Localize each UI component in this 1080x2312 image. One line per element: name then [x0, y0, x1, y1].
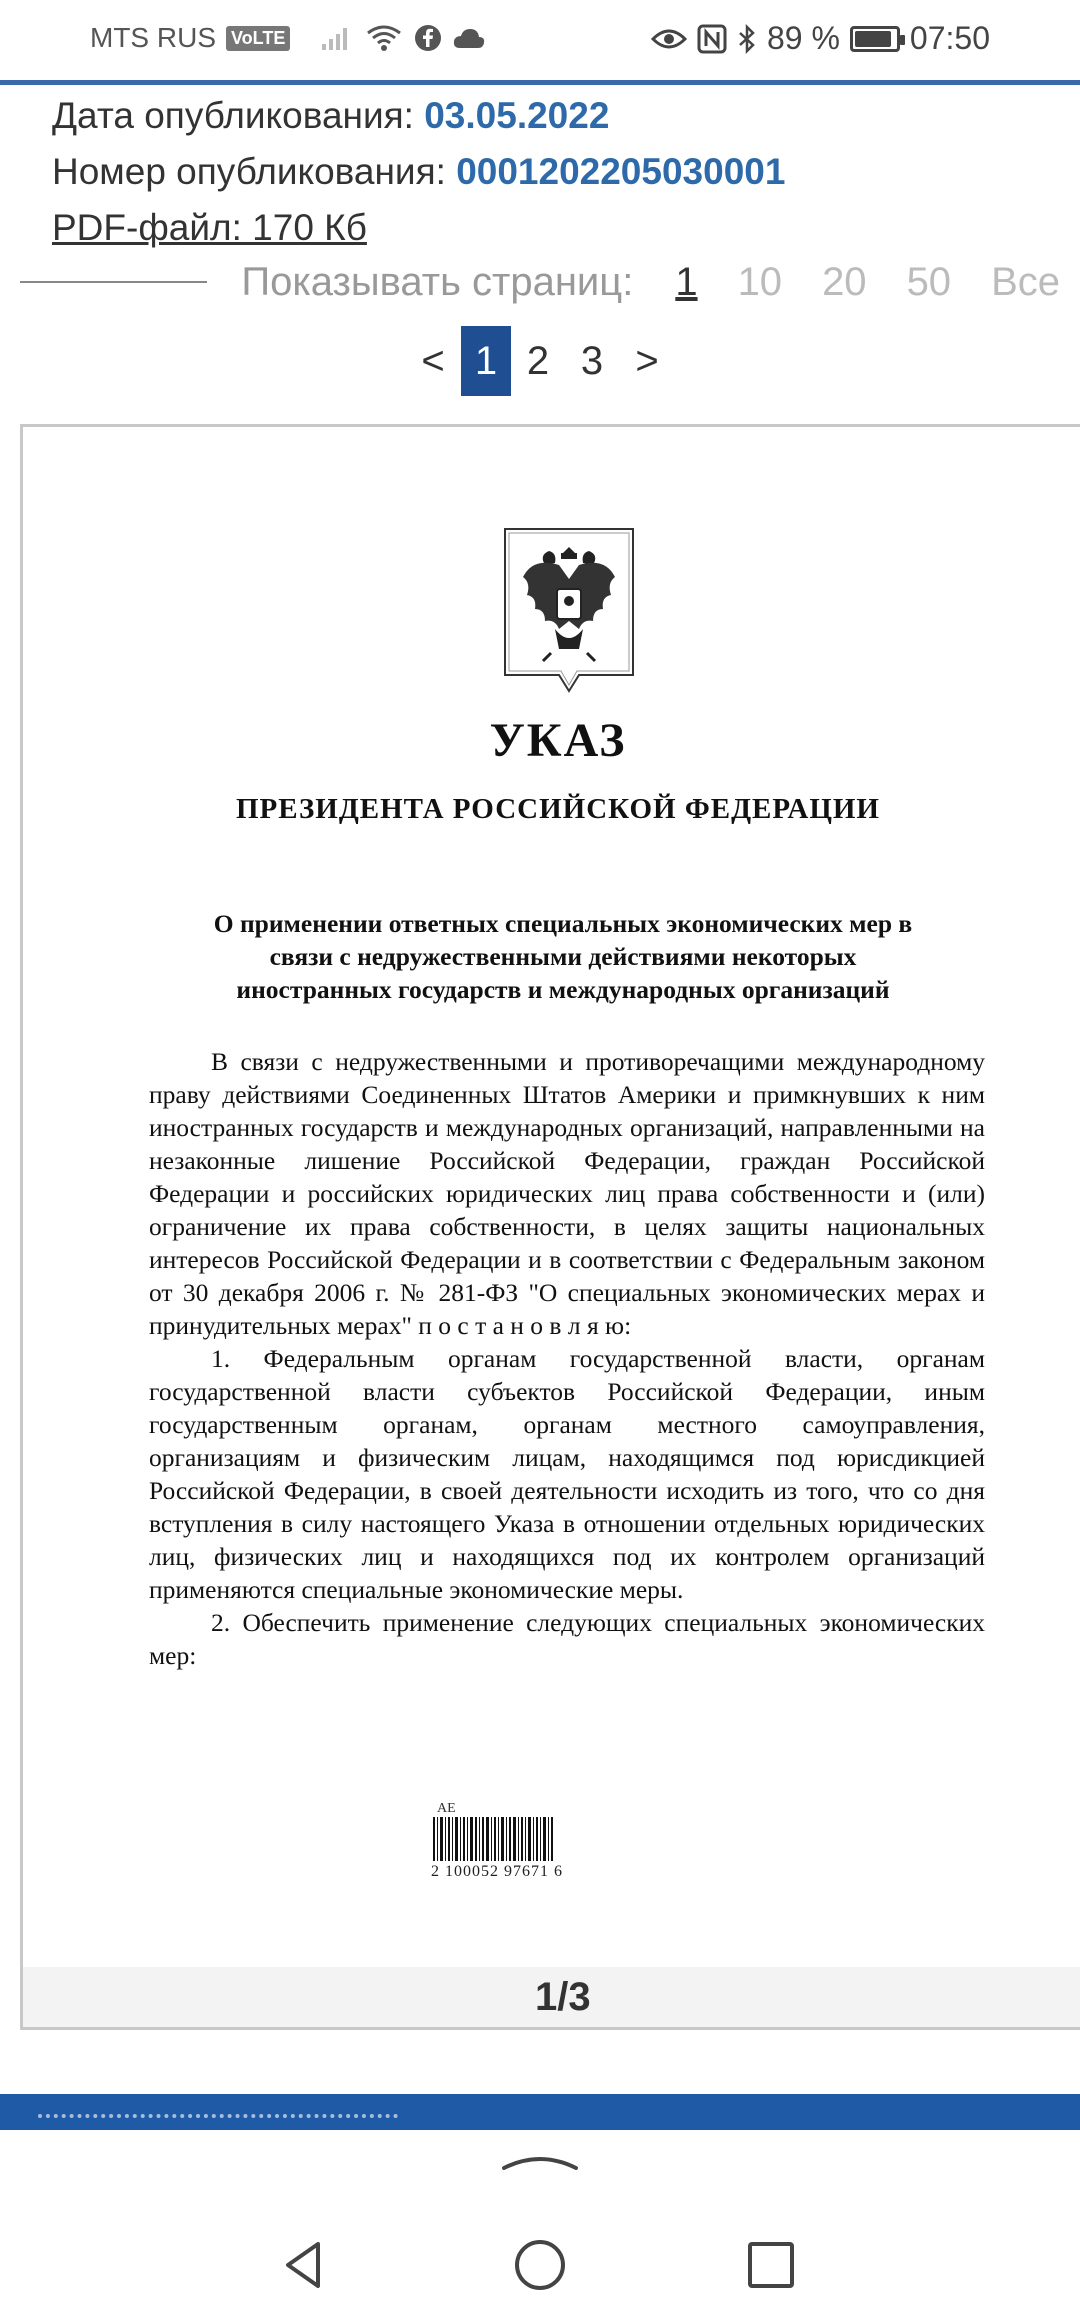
pagination [0, 326, 1080, 396]
carrier-name: MTS RUS [90, 22, 216, 53]
facebook-icon [414, 24, 442, 52]
barcode [431, 1801, 591, 1881]
status-bar [0, 0, 1080, 80]
page-button-1[interactable]: 1 [461, 326, 511, 396]
publication-number [52, 144, 785, 200]
pages-option-50[interactable]: 50 [906, 259, 952, 304]
bluetooth-icon [737, 24, 757, 54]
recent-apps-icon[interactable] [736, 2230, 806, 2300]
status-left [90, 22, 486, 54]
date-label: Дата опубликования: [52, 95, 425, 136]
chevron-up-icon[interactable] [500, 2150, 580, 2174]
pages-option-all[interactable]: Все [991, 259, 1060, 304]
clock: 07:50 [909, 20, 990, 56]
wifi-icon [364, 23, 404, 53]
nfc-icon [697, 24, 727, 54]
number-value: 0001202205030001 [456, 151, 786, 192]
battery-icon [850, 26, 900, 52]
cloud-icon [452, 26, 486, 50]
page-button-3[interactable]: 3 [580, 338, 604, 383]
decree-title: УКАЗ [489, 714, 627, 767]
publication-meta [52, 88, 785, 256]
decree-subtitle: ПРЕЗИДЕНТА РОССИЙСКОЙ ФЕДЕРАЦИИ [235, 793, 880, 825]
prev-page-button[interactable]: < [421, 338, 445, 383]
publication-date [52, 88, 785, 144]
battery-percent: 89 % [766, 20, 840, 56]
pages-option-10[interactable]: 10 [737, 259, 783, 304]
battery-fill [855, 31, 891, 47]
footer-bar [0, 2094, 1080, 2130]
pages-per-view-label: Показывать страниц: [241, 259, 634, 304]
number-label: Номер опубликования: [52, 151, 457, 192]
eye-icon [651, 26, 687, 52]
barcode-icon [431, 1817, 555, 1861]
document-viewer[interactable] [20, 424, 1080, 2030]
decree-paragraph: 1. Федеральным органам государственной власти, органам государственной власти субъектов Российской Федерации, иным государственным органам, органам местного самоуправления, организациям и физическим лицам, находящимся под юрисдикцией Российской Федерации, в своей деятельности исходить из того, что со дня вступления в силу настоящего Указа в отношении отдельных юридических лиц, физических лиц и находящихся под их контролем организаций применяются специальные экономические меры. [149, 1344, 985, 1604]
pages-per-view [0, 252, 1080, 312]
header-divider [0, 80, 1080, 85]
pages-option-1[interactable]: 1 [675, 259, 698, 304]
home-icon[interactable] [505, 2230, 575, 2300]
decree-body [149, 1045, 985, 1672]
date-value: 03.05.2022 [424, 95, 610, 136]
footer-text-cutoff [38, 2114, 398, 2122]
volte-badge: VoLTE [226, 26, 290, 51]
pages-option-20[interactable]: 20 [822, 259, 867, 304]
coat-of-arms-icon [501, 525, 637, 695]
decree-paragraph: 2. Обеспечить применение следующих специальных экономических мер: [149, 1608, 985, 1670]
page-indicator-bar [23, 1967, 1080, 2027]
barcode-mark: AE [437, 1801, 456, 1816]
page-indicator: 1/3 [535, 1975, 591, 2019]
barcode-number: 2 100052 97671 6 [431, 1863, 563, 1880]
back-icon[interactable] [270, 2230, 340, 2300]
status-right [651, 20, 990, 57]
decree-subject: О применении ответных специальных экономических мер в связи с недружественными действиями некоторых иностранных государств и международных организаций [213, 909, 913, 1004]
next-page-button[interactable]: > [635, 338, 659, 383]
decree-paragraph: В связи с недружественными и противоречащими международному праву действиями Соединенных Штатов Америки и примкнувших к ним иностранных государств и международных организаций, направленными на незаконные лишение Российской Федерации, граждан Российской Федерации и российских юридических лиц права собственности и (или) ограничение их права собственности, в целях защиты национальных интересов Российской Федерации и в соответствии с Федеральным законом от 30 декабря 2006 г. № 281-ФЗ "О специальных экономических мерах и принудительных мерах" п о с т а н о в л я ю: [149, 1047, 985, 1340]
system-navigation [0, 2130, 1080, 2312]
divider-line [20, 281, 207, 283]
signal-icon [320, 24, 354, 52]
pdf-link[interactable]: PDF-файл: 170 Кб [52, 207, 367, 248]
page-button-2[interactable]: 2 [526, 338, 550, 383]
